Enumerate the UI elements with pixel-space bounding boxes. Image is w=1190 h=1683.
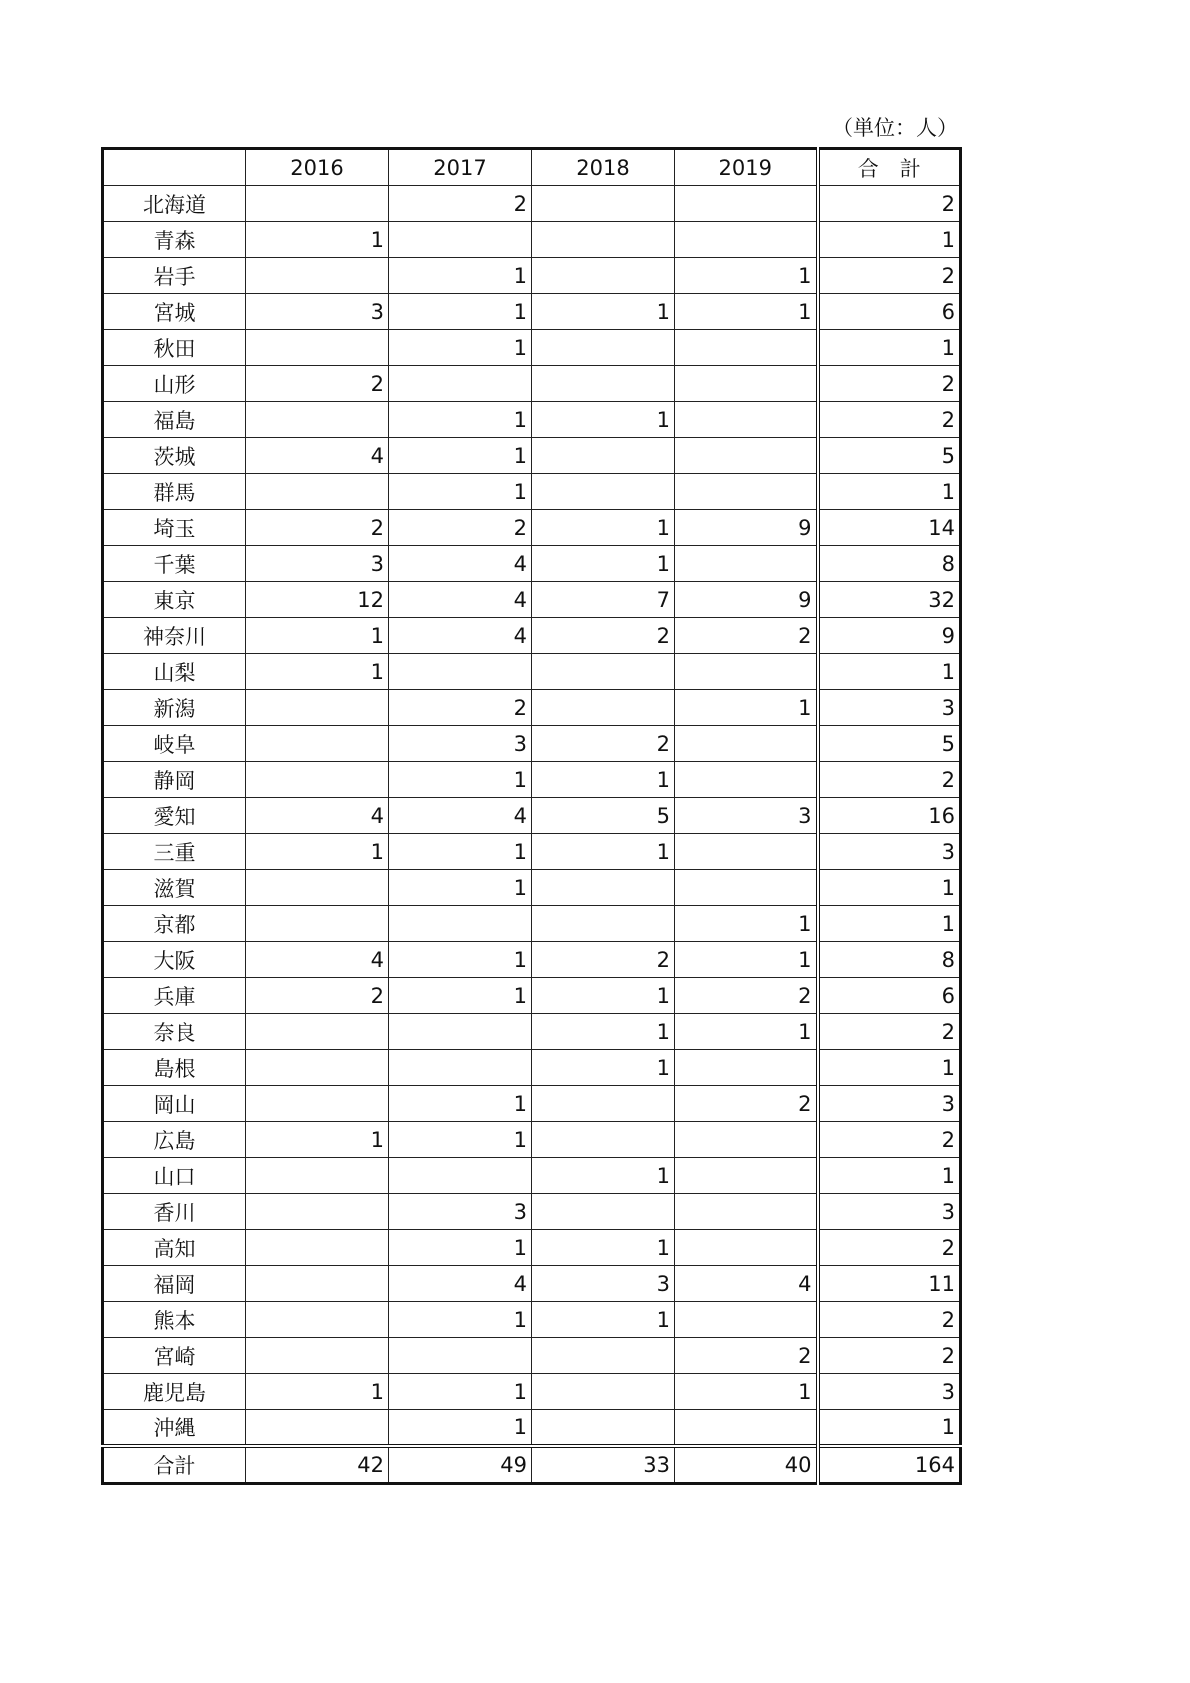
prefecture-name: 福岡	[103, 1266, 246, 1302]
table-row	[103, 474, 961, 510]
year-count-cell: 1	[389, 834, 532, 870]
row-total-cell: 2	[818, 366, 961, 402]
prefecture-name: 島根	[103, 1050, 246, 1086]
year-count-cell: 2	[246, 510, 389, 546]
table-row	[103, 1338, 961, 1374]
prefecture-name: 合計	[103, 1446, 246, 1484]
year-count-cell	[532, 906, 675, 942]
row-total-cell: 32	[818, 582, 961, 618]
year-count-cell: 4	[246, 798, 389, 834]
prefecture-name: 香川	[103, 1194, 246, 1230]
year-count-cell: 4	[246, 438, 389, 474]
prefecture-name: 埼玉	[103, 510, 246, 546]
header-year-2017: 2017	[389, 149, 532, 186]
prefecture-name: 兵庫	[103, 978, 246, 1014]
year-count-cell: 1	[532, 510, 675, 546]
year-count-cell	[532, 1194, 675, 1230]
year-count-cell: 1	[675, 1014, 818, 1050]
prefecture-name: 静岡	[103, 762, 246, 798]
table-row	[103, 726, 961, 762]
year-count-cell: 2	[532, 942, 675, 978]
year-count-cell	[246, 726, 389, 762]
year-count-cell	[246, 1338, 389, 1374]
year-count-cell: 4	[389, 618, 532, 654]
year-count-cell: 40	[675, 1446, 818, 1484]
year-count-cell: 1	[389, 762, 532, 798]
row-total-cell: 1	[818, 1158, 961, 1194]
table-row	[103, 870, 961, 906]
prefecture-name: 宮城	[103, 294, 246, 330]
year-count-cell: 3	[389, 726, 532, 762]
year-count-cell	[675, 402, 818, 438]
year-count-cell: 1	[246, 618, 389, 654]
year-count-cell: 1	[389, 438, 532, 474]
year-count-cell	[675, 222, 818, 258]
unit-label: （単位：人）	[832, 116, 958, 140]
prefecture-name: 高知	[103, 1230, 246, 1266]
row-total-cell: 2	[818, 1338, 961, 1374]
year-count-cell	[389, 1158, 532, 1194]
row-total-cell: 8	[818, 546, 961, 582]
header-year-2016: 2016	[246, 149, 389, 186]
prefecture-name: 宮崎	[103, 1338, 246, 1374]
year-count-cell: 1	[389, 330, 532, 366]
year-count-cell: 3	[389, 1194, 532, 1230]
year-count-cell	[532, 654, 675, 690]
table-row	[103, 762, 961, 798]
prefecture-name: 青森	[103, 222, 246, 258]
year-count-cell	[246, 762, 389, 798]
table-row	[103, 978, 961, 1014]
year-count-cell: 1	[389, 1374, 532, 1410]
year-count-cell	[532, 1374, 675, 1410]
year-count-cell	[246, 1302, 389, 1338]
year-count-cell	[675, 870, 818, 906]
table-row	[103, 654, 961, 690]
year-count-cell	[675, 474, 818, 510]
year-count-cell	[675, 762, 818, 798]
row-total-cell: 1	[818, 222, 961, 258]
year-count-cell	[532, 1122, 675, 1158]
row-total-cell: 2	[818, 1230, 961, 1266]
year-count-cell: 1	[246, 834, 389, 870]
table-row	[103, 294, 961, 330]
year-count-cell	[675, 1230, 818, 1266]
year-count-cell	[246, 402, 389, 438]
prefecture-name: 千葉	[103, 546, 246, 582]
row-total-cell: 2	[818, 186, 961, 222]
row-total-cell: 3	[818, 1194, 961, 1230]
year-count-cell: 1	[389, 870, 532, 906]
year-count-cell: 1	[532, 1014, 675, 1050]
table-row	[103, 1302, 961, 1338]
table-row	[103, 834, 961, 870]
prefecture-name: 岐阜	[103, 726, 246, 762]
year-count-cell	[532, 474, 675, 510]
year-count-cell: 33	[532, 1446, 675, 1484]
year-count-cell	[675, 726, 818, 762]
year-count-cell	[675, 366, 818, 402]
prefecture-name: 沖縄	[103, 1410, 246, 1446]
year-count-cell: 1	[675, 906, 818, 942]
table-row	[103, 582, 961, 618]
year-count-cell	[532, 870, 675, 906]
year-count-cell	[246, 186, 389, 222]
header-year-2019: 2019	[675, 149, 818, 186]
header-row	[103, 149, 961, 186]
prefecture-name: 岡山	[103, 1086, 246, 1122]
row-total-cell: 2	[818, 1302, 961, 1338]
year-count-cell: 2	[675, 1086, 818, 1122]
table-row	[103, 798, 961, 834]
table-row	[103, 1410, 961, 1446]
year-count-cell	[675, 1158, 818, 1194]
total-row	[103, 1446, 961, 1484]
row-total-cell: 2	[818, 1122, 961, 1158]
year-count-cell	[532, 222, 675, 258]
table-row	[103, 402, 961, 438]
year-count-cell	[675, 438, 818, 474]
year-count-cell: 1	[389, 1122, 532, 1158]
table-row	[103, 1374, 961, 1410]
year-count-cell: 4	[675, 1266, 818, 1302]
year-count-cell: 2	[246, 366, 389, 402]
row-total-cell: 6	[818, 978, 961, 1014]
table-row	[103, 1014, 961, 1050]
table-body	[103, 149, 961, 1484]
year-count-cell: 1	[389, 1230, 532, 1266]
row-total-cell: 3	[818, 1086, 961, 1122]
year-count-cell	[246, 1194, 389, 1230]
prefecture-name: 鹿児島	[103, 1374, 246, 1410]
prefecture-name: 山梨	[103, 654, 246, 690]
header-year-2018: 2018	[532, 149, 675, 186]
row-total-cell: 5	[818, 438, 961, 474]
table-row	[103, 906, 961, 942]
year-count-cell: 1	[532, 834, 675, 870]
year-count-cell: 2	[675, 978, 818, 1014]
year-count-cell	[532, 1086, 675, 1122]
year-count-cell: 2	[532, 618, 675, 654]
table-row	[103, 1266, 961, 1302]
year-count-cell	[532, 1338, 675, 1374]
year-count-cell	[246, 1086, 389, 1122]
prefecture-table	[101, 147, 962, 1485]
year-count-cell: 49	[389, 1446, 532, 1484]
year-count-cell	[532, 438, 675, 474]
prefecture-name: 熊本	[103, 1302, 246, 1338]
table-row	[103, 438, 961, 474]
table-row	[103, 222, 961, 258]
year-count-cell: 4	[389, 1266, 532, 1302]
row-total-cell: 2	[818, 762, 961, 798]
table-row	[103, 1086, 961, 1122]
prefecture-name: 大阪	[103, 942, 246, 978]
year-count-cell	[389, 906, 532, 942]
year-count-cell	[532, 186, 675, 222]
row-total-cell: 2	[818, 1014, 961, 1050]
year-count-cell: 1	[389, 258, 532, 294]
year-count-cell	[246, 1230, 389, 1266]
year-count-cell: 1	[532, 1158, 675, 1194]
prefecture-name: 奈良	[103, 1014, 246, 1050]
row-total-cell: 16	[818, 798, 961, 834]
year-count-cell: 1	[532, 1230, 675, 1266]
year-count-cell	[675, 1302, 818, 1338]
prefecture-name: 滋賀	[103, 870, 246, 906]
year-count-cell	[532, 690, 675, 726]
year-count-cell: 42	[246, 1446, 389, 1484]
table-row	[103, 1230, 961, 1266]
year-count-cell	[389, 1338, 532, 1374]
table-row	[103, 942, 961, 978]
year-count-cell: 1	[246, 1374, 389, 1410]
year-count-cell	[246, 1266, 389, 1302]
year-count-cell	[389, 1050, 532, 1086]
year-count-cell: 1	[675, 1374, 818, 1410]
year-count-cell: 1	[532, 294, 675, 330]
year-count-cell: 1	[389, 942, 532, 978]
year-count-cell: 4	[246, 942, 389, 978]
year-count-cell	[389, 366, 532, 402]
row-total-cell: 2	[818, 402, 961, 438]
year-count-cell	[532, 366, 675, 402]
row-total-cell: 164	[818, 1446, 961, 1484]
prefecture-name: 三重	[103, 834, 246, 870]
prefecture-name: 福島	[103, 402, 246, 438]
table-row	[103, 186, 961, 222]
year-count-cell	[246, 906, 389, 942]
year-count-cell: 1	[246, 1122, 389, 1158]
year-count-cell: 1	[532, 402, 675, 438]
row-total-cell: 3	[818, 690, 961, 726]
row-total-cell: 2	[818, 258, 961, 294]
year-count-cell	[389, 222, 532, 258]
row-total-cell: 5	[818, 726, 961, 762]
row-total-cell: 6	[818, 294, 961, 330]
year-count-cell: 12	[246, 582, 389, 618]
prefecture-name: 東京	[103, 582, 246, 618]
year-count-cell: 2	[389, 510, 532, 546]
table-row	[103, 510, 961, 546]
prefecture-name: 神奈川	[103, 618, 246, 654]
year-count-cell	[675, 1410, 818, 1446]
year-count-cell: 3	[246, 546, 389, 582]
year-count-cell: 2	[389, 186, 532, 222]
year-count-cell: 1	[532, 978, 675, 1014]
year-count-cell: 1	[675, 942, 818, 978]
year-count-cell: 1	[246, 654, 389, 690]
year-count-cell: 2	[532, 726, 675, 762]
year-count-cell	[246, 1014, 389, 1050]
table-row	[103, 366, 961, 402]
year-count-cell: 1	[389, 1410, 532, 1446]
prefecture-name: 群馬	[103, 474, 246, 510]
year-count-cell: 4	[389, 582, 532, 618]
row-total-cell: 1	[818, 1050, 961, 1086]
row-total-cell: 1	[818, 1410, 961, 1446]
year-count-cell	[246, 474, 389, 510]
year-count-cell	[246, 1158, 389, 1194]
year-count-cell: 1	[389, 294, 532, 330]
year-count-cell: 3	[532, 1266, 675, 1302]
table-row	[103, 330, 961, 366]
year-count-cell: 4	[389, 798, 532, 834]
table-row	[103, 1050, 961, 1086]
row-total-cell: 11	[818, 1266, 961, 1302]
year-count-cell: 1	[675, 294, 818, 330]
year-count-cell	[675, 1050, 818, 1086]
prefecture-name: 広島	[103, 1122, 246, 1158]
year-count-cell	[246, 870, 389, 906]
table-row	[103, 546, 961, 582]
year-count-cell: 2	[675, 618, 818, 654]
year-count-cell	[246, 690, 389, 726]
year-count-cell: 3	[675, 798, 818, 834]
table-row	[103, 1158, 961, 1194]
prefecture-name: 山口	[103, 1158, 246, 1194]
year-count-cell: 9	[675, 582, 818, 618]
header-corner	[103, 149, 246, 186]
year-count-cell	[246, 1410, 389, 1446]
header-total: 合 計	[818, 149, 961, 186]
year-count-cell	[675, 1194, 818, 1230]
row-total-cell: 1	[818, 870, 961, 906]
row-total-cell: 1	[818, 654, 961, 690]
year-count-cell: 1	[246, 222, 389, 258]
year-count-cell: 5	[532, 798, 675, 834]
year-count-cell: 4	[389, 546, 532, 582]
row-total-cell: 3	[818, 834, 961, 870]
prefecture-name: 京都	[103, 906, 246, 942]
year-count-cell: 1	[389, 402, 532, 438]
row-total-cell: 14	[818, 510, 961, 546]
table-row	[103, 1194, 961, 1230]
table-row	[103, 1122, 961, 1158]
table-row	[103, 258, 961, 294]
row-total-cell: 1	[818, 906, 961, 942]
year-count-cell	[675, 186, 818, 222]
year-count-cell: 3	[246, 294, 389, 330]
year-count-cell	[246, 1050, 389, 1086]
year-count-cell	[675, 546, 818, 582]
row-total-cell: 8	[818, 942, 961, 978]
row-total-cell: 3	[818, 1374, 961, 1410]
year-count-cell: 7	[532, 582, 675, 618]
prefecture-name: 新潟	[103, 690, 246, 726]
prefecture-name: 北海道	[103, 186, 246, 222]
year-count-cell: 1	[532, 546, 675, 582]
table-row	[103, 618, 961, 654]
year-count-cell: 1	[389, 1302, 532, 1338]
year-count-cell: 1	[675, 258, 818, 294]
prefecture-name: 愛知	[103, 798, 246, 834]
year-count-cell	[246, 258, 389, 294]
year-count-cell: 9	[675, 510, 818, 546]
year-count-cell	[389, 1014, 532, 1050]
year-count-cell: 1	[532, 1050, 675, 1086]
year-count-cell: 2	[389, 690, 532, 726]
year-count-cell: 2	[675, 1338, 818, 1374]
year-count-cell	[532, 330, 675, 366]
prefecture-name: 秋田	[103, 330, 246, 366]
year-count-cell	[532, 1410, 675, 1446]
year-count-cell: 1	[532, 1302, 675, 1338]
year-count-cell: 1	[389, 474, 532, 510]
prefecture-name: 岩手	[103, 258, 246, 294]
year-count-cell: 1	[389, 1086, 532, 1122]
row-total-cell: 1	[818, 474, 961, 510]
table-row	[103, 690, 961, 726]
year-count-cell: 1	[675, 690, 818, 726]
year-count-cell	[389, 654, 532, 690]
prefecture-name: 茨城	[103, 438, 246, 474]
year-count-cell	[675, 654, 818, 690]
year-count-cell	[246, 330, 389, 366]
row-total-cell: 1	[818, 330, 961, 366]
year-count-cell	[675, 330, 818, 366]
prefecture-name: 山形	[103, 366, 246, 402]
year-count-cell: 1	[389, 978, 532, 1014]
year-count-cell	[532, 258, 675, 294]
year-count-cell: 2	[246, 978, 389, 1014]
year-count-cell: 1	[532, 762, 675, 798]
year-count-cell	[675, 834, 818, 870]
row-total-cell: 9	[818, 618, 961, 654]
year-count-cell	[675, 1122, 818, 1158]
